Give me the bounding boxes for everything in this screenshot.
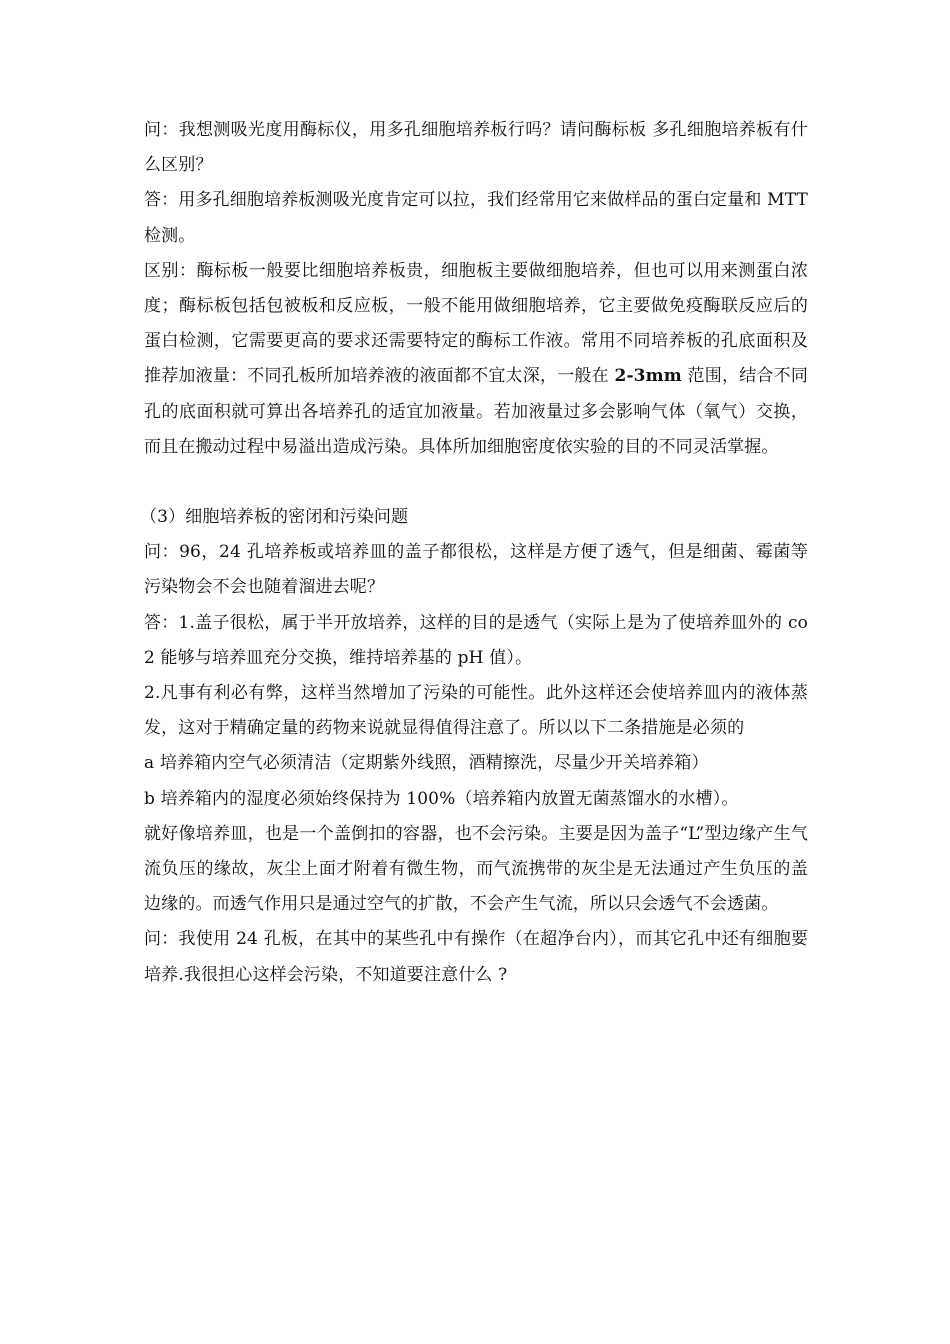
difference-text-end: 范围，结合不同孔的底面积就可算出各培养孔的适宜加液量。若加液量过多会影响气体（氧气）交换，而且在搬动过程中易溢出造成污染。具体所加细胞密度依实验的目的不同灵活掌握。 [144,366,808,457]
question-paragraph: 问：96，24 孔培养板或培养皿的盖子都很松，这样是方便了透气，但是细菌、霉菌等污染物会不会也随着溜进去呢？ [144,542,808,598]
measure-item: b 培养箱内的湿度必须始终保持为 100%（培养箱内放置无菌蒸馏水的水槽）。 [144,788,739,809]
question-paragraph: 问：我想测吸光度用酶标仪，用多孔细胞培养板行吗？请问酶标板 多孔细胞培养板有什么区别？ [144,120,808,176]
question-paragraph: 问：我使用 24 孔板，在其中的某些孔中有操作（在超净台内），而其它孔中还有细胞要培养.我很担心这样会污染，不知道要注意什么 ? [144,929,808,985]
difference-paragraph [144,254,808,465]
document-body [140,113,808,993]
answer-paragraph: 2.凡事有利必有弊，这样当然增加了污染的可能性。此外这样还会使培养皿内的液体蒸发，这对于精确定量的药物来说就显得值得注意了。所以以下二条措施是必须的 [144,683,808,739]
difference-bold-value: 2-3mm [614,366,682,387]
measure-item: a 培养箱内空气必须清洁（定期紫外线照，酒精擦洗，尽量少开关培养箱） [144,753,709,774]
blank-line [144,465,808,500]
answer-paragraph: 答：用多孔细胞培养板测吸光度肯定可以拉，我们经常用它来做样品的蛋白定量和 MTT 检测。 [144,190,808,246]
difference-text-start: 区别：酶标板一般要比细胞培养板贵，细胞板主要做细胞培养，但也可以用来测蛋白浓度；酶标板包括包被板和反应板，一般不能用做细胞培养，它主要做免疫酶联反应后的蛋白检测，它需要更高的要求还需要特定的酶标工作液。常用不同培养板的孔底面积及推荐加液量：不同孔板所加培养液的液面都不宜太深，一般在 [144,260,808,387]
explanation-paragraph: 就好像培养皿，也是一个盖倒扣的容器，也不会污染。主要是因为盖子“L”型边缘产生气流负压的缘故，灰尘上面才附着有微生物，而气流携带的灰尘是无法通过产生负压的盖边缘的。而透气作用只是通过空气的扩散，不会产生气流，所以只会透气不会透菌。 [144,823,808,915]
answer-paragraph: 答：1.盖子很松，属于半开放培养，这样的目的是透气（实际上是为了使培养皿外的 co2 能够与培养皿充分交换，维持培养基的 pH 值）。 [144,612,808,668]
section-heading: （3）细胞培养板的密闭和污染问题 [140,507,409,528]
